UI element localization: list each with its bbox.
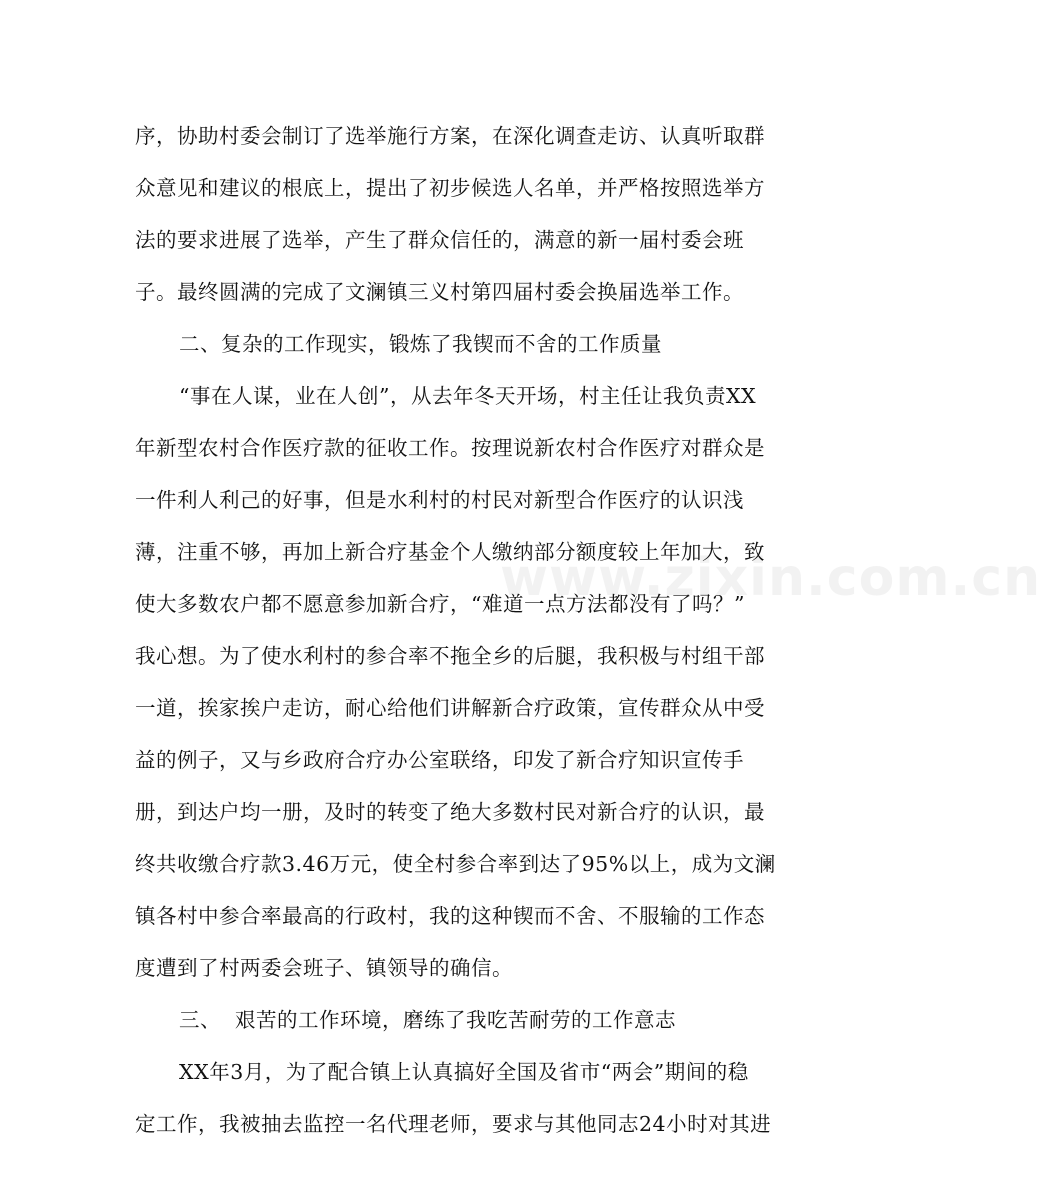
text-line: 薄，注重不够，再加上新合疗基金个人缴纳部分额度较上年加大，致 [135, 540, 765, 564]
text-line: “事在人谋，业在人创”，从去年冬天开场，村主任让我负责XX [179, 384, 757, 408]
text-line: 年新型农村合作医疗款的征收工作。按理说新农村合作医疗对群众是 [135, 436, 765, 460]
text-line: 众意见和建议的根底上，提出了初步候选人名单，并严格按照选举方 [135, 176, 765, 200]
text-line: 我心想。为了使水利村的参合率不拖全乡的后腿，我积极与村组干部 [135, 644, 765, 668]
body-text [135, 110, 785, 1150]
text-line: 序，协助村委会制订了选举施行方案，在深化调查走访、认真听取群 [135, 124, 765, 148]
text-line: 定工作，我被抽去监控一名代理老师，要求与其他同志24小时对其进 [135, 1112, 772, 1136]
text-line: 一件利人利己的好事，但是水利村的村民对新型合作医疗的认识浅 [135, 488, 744, 512]
text-line: 一道，挨家挨户走访，耐心给他们讲解新合疗政策，宣传群众从中受 [135, 696, 765, 720]
text-line: 法的要求进展了选举，产生了群众信任的，满意的新一届村委会班 [135, 228, 744, 252]
text-line: 益的例子，又与乡政府合疗办公室联络，印发了新合疗知识宣传手 [135, 748, 744, 772]
text-line: 镇各村中参合率最高的行政村，我的这种锲而不舍、不服输的工作态 [135, 904, 765, 928]
text-line: 使大多数农户都不愿意参加新合疗，“难道一点方法都没有了吗？” [135, 592, 745, 616]
text-line: 终共收缴合疗款3.46万元，使全村参合率到达了95%以上，成为文澜 [135, 852, 776, 876]
text-line: 册，到达户均一册，及时的转变了绝大多数村民对新合疗的认识，最 [135, 800, 765, 824]
text-line: XX年3月，为了配合镇上认真搞好全国及省市“两会”期间的稳 [179, 1060, 749, 1084]
section-heading: 三、 艰苦的工作环境，磨练了我吃苦耐劳的工作意志 [179, 1008, 677, 1032]
text-line: 子。最终圆满的完成了文澜镇三义村第四届村委会换届选举工作。 [135, 280, 744, 304]
watermark: www.zixin.com.cn [500, 548, 1041, 608]
text-line: 度遭到了村两委会班子、镇领导的确信。 [135, 956, 513, 980]
section-heading: 二、复杂的工作现实，锻炼了我锲而不舍的工作质量 [179, 332, 662, 356]
